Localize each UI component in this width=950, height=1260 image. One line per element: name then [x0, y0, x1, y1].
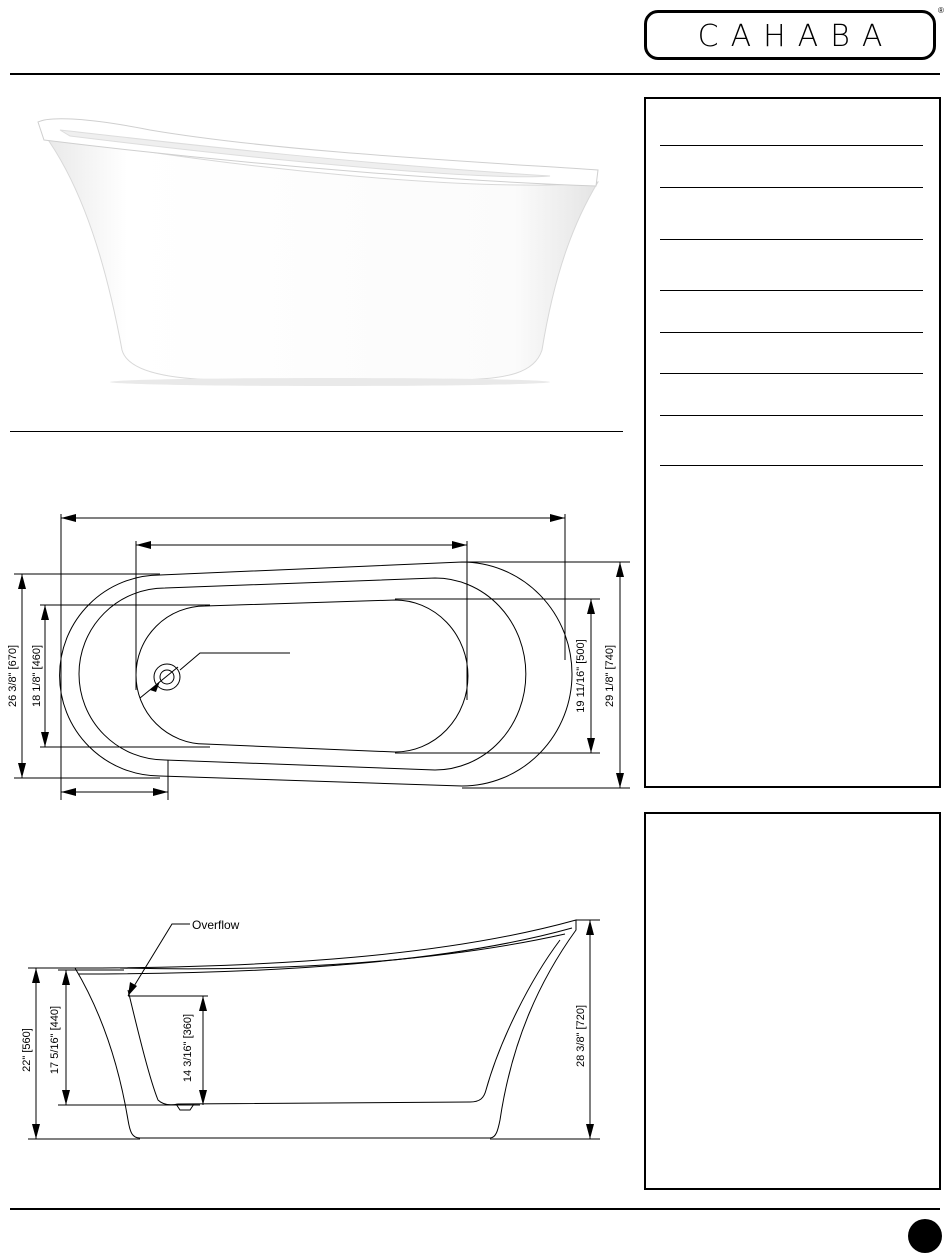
top-view-drawing	[0, 440, 640, 810]
dim-inner-width-right: 19 11/16" [500]	[575, 639, 587, 713]
spec-panel	[644, 97, 941, 788]
dim-outer-width-right: 29 1/8" [740]	[604, 644, 616, 708]
header-rule	[10, 73, 940, 75]
spec-row-divider	[660, 332, 923, 333]
spec-row-divider	[660, 290, 923, 291]
footer-rule	[10, 1208, 940, 1210]
dim-total-height: 22" [560]	[21, 1028, 33, 1072]
dim-back-height: 28 3/8" [720]	[575, 1004, 587, 1068]
registered-mark: ®	[938, 6, 944, 15]
overflow-label: Overflow	[192, 918, 240, 932]
brand-logo	[644, 10, 936, 60]
dim-overflow-height: 14 3/16" [360]	[182, 1013, 194, 1083]
rim-outline	[79, 578, 526, 770]
spec-row-divider	[660, 465, 923, 466]
side-view-drawing	[0, 900, 640, 1160]
spec-row-divider	[660, 187, 923, 188]
page-number-badge	[908, 1219, 942, 1253]
spec-row-divider	[660, 373, 923, 374]
section-rule	[10, 431, 623, 432]
dim-outer-width-left: 26 3/8" [670]	[7, 644, 19, 708]
dim-inner-width-left: 18 1/8" [460]	[31, 644, 43, 708]
product-photo	[30, 110, 610, 390]
spec-row-divider	[660, 415, 923, 416]
spec-row-divider	[660, 145, 923, 146]
brand-name: CAHABA	[697, 19, 895, 54]
dim-rim-height: 17 5/16" [440]	[49, 1005, 61, 1075]
notes-panel	[644, 812, 941, 1190]
spec-row-divider	[660, 239, 923, 240]
basin-outline	[136, 600, 468, 752]
